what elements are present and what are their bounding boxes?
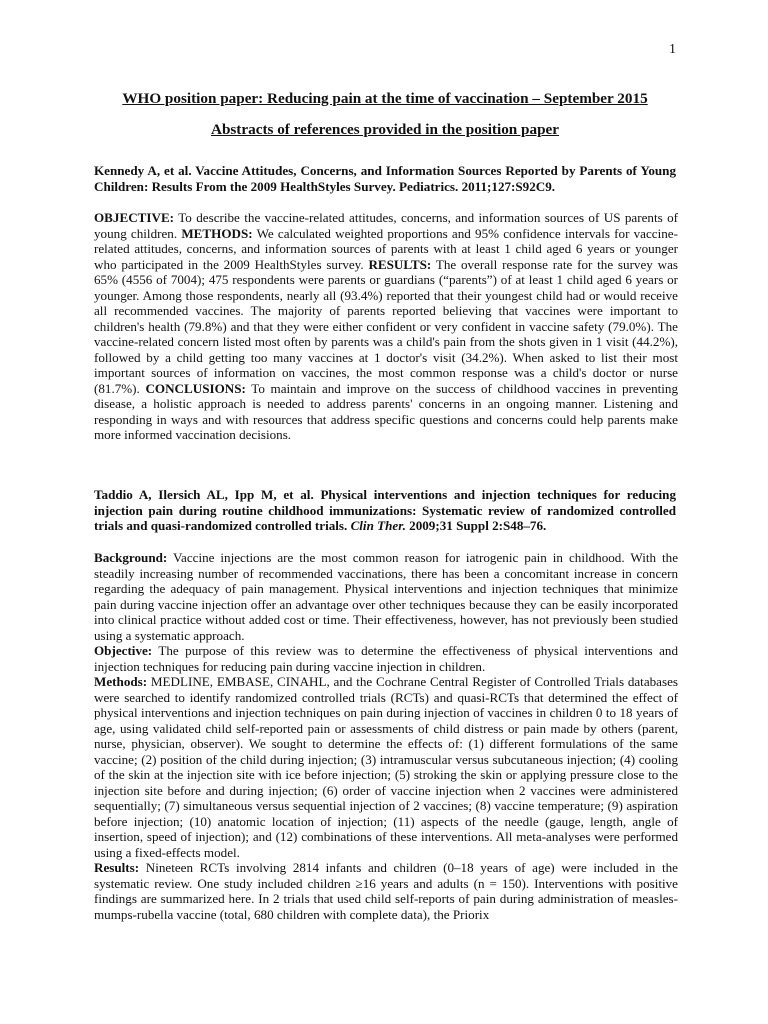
reference-2-abstract	[94, 550, 678, 922]
objective-text: To describe the vaccine-related attitudes, concerns, and information sources of US parents of young children.	[94, 210, 678, 241]
reference-1-citation: Kennedy A, et al. Vaccine Attitudes, Concerns, and Information Sources Reported by Parents of Young Children: Results From the 2009 HealthStyles Survey. Pediatrics. 2011;127:S92C9.	[94, 163, 676, 194]
methods-label: METHODS:	[181, 225, 253, 241]
journal-name: Clin Ther.	[350, 518, 406, 533]
citation-tail: 2009;31 Suppl 2:S48–76.	[405, 518, 547, 533]
objective-paragraph	[94, 643, 678, 674]
results-text: The overall response rate for the survey was 65% (4556 of 7004); 475 respondents were parents or guardians (“parents”) of at least 1 child aged 6 years or younger. Among those respondents, nearly all (93.4%) reported that their youngest child had or would receive all recommended vaccines. The majority of parents reported believing that vaccines were important to children's health (79.8%) and that they were either confident or very confident in vaccine safety (79.0%). The vaccine-related concern listed most often by parents was a child's pain from the shots given in 1 visit (44.2%), followed by a child getting too many vaccines at 1 doctor's visit (34.2%). When asked to list their most important sources of information on vaccines, the most common response was a child's doctor or nurse (81.7%).	[94, 256, 678, 396]
methods-paragraph	[94, 674, 678, 860]
background-label: Background:	[94, 550, 168, 565]
results-label: Results:	[94, 860, 140, 875]
methods-text: MEDLINE, EMBASE, CINAHL, and the Cochrane Central Register of Controlled Trials databases were searched to identify randomized controlled trials (RCTs) and quasi-RCTs that determined the effect of physical interventions and injection techniques on pain during injection of vaccines in children 0 to 18 years of age, using validated child self-reported pain or assessments of child distress or pain made by others (parent, nurse, physician, observer). We sought to determine the effects of: (1) different formulations of the same vaccine; (2) position of the child during injection; (3) intramuscular versus subcutaneous injection; (4) cooling of the skin at the injection site with ice before injection; (5) stroking the skin or applying pressure close to the injection site before and during injection; (6) order of vaccine injection when 2 vaccines were administered sequentially; (7) simultaneous versus sequential injection of 2 vaccines; (8) vaccine temperature; (9) aspiration before injection; (10) anatomic location of injection; (11) aspects of the needle (gauge, length, angle of insertion, speed of injection); and (12) combinations of these interventions. All meta-analyses were performed using a fixed-effects model.	[94, 674, 678, 860]
methods-text: We calculated weighted proportions and 95% confidence intervals for vaccine-related attitudes, concerns, and information sources of parents with at least 1 child aged 6 years or younger who participated in the 2009 HealthStyles survey.	[94, 225, 678, 272]
background-paragraph	[94, 550, 678, 643]
background-text: Vaccine injections are the most common reason for iatrogenic pain in childhood. With the steadily increasing number of recommended vaccinations, there has been a concomitant increase in concern regarding the adequacy of pain management. Physical interventions and injection techniques that minimize pain during vaccine injection offer an advantage over other techniques because they can be easily incorporated into clinical practice without added cost or time. Their effectiveness, however, has not previously been studied using a systematic approach.	[94, 550, 678, 643]
results-text: Nineteen RCTs involving 2814 infants and children (0–18 years of age) were included in the systematic review. One study included children ≥16 years and adults (n = 150). Interventions with positive findings are summarized here. In 2 trials that used child self-reports of pain during administration of measles-mumps-rubella vaccine (total, 680 children with complete data), the Priorix	[94, 860, 678, 922]
page-number: 1	[669, 42, 676, 57]
document-title: WHO position paper: Reducing pain at the time of vaccination – September 2015	[122, 90, 648, 107]
conclusions-label: CONCLUSIONS:	[145, 380, 246, 396]
results-paragraph	[94, 860, 678, 922]
reference-2-citation	[94, 487, 676, 534]
reference-1-abstract	[94, 210, 678, 443]
abstract-paragraph	[94, 210, 678, 443]
objective-text: The purpose of this review was to determine the effectiveness of physical interventions and injection techniques for reducing pain during vaccine injection in children.	[94, 643, 678, 674]
methods-label: Methods:	[94, 674, 148, 689]
results-label: RESULTS:	[368, 256, 432, 272]
objective-label: OBJECTIVE:	[94, 210, 175, 225]
objective-label: Objective:	[94, 643, 153, 658]
conclusions-text: To maintain and improve on the success of childhood vaccines in preventing disease, a holistic approach is needed to address parents' concerns in an ongoing manner. Listening and responding in ways and with resources that address specific questions and concerns could help parents make more informed vaccination decisions.	[94, 380, 679, 442]
citation-main: Taddio A, Ilersich AL, Ipp M, et al. Physical interventions and injection techniques for reducing injection pain during routine childhood immunizations: Systematic review of randomized controlled trials and quasi-randomized controlled trials.	[94, 487, 676, 533]
document-subtitle: Abstracts of references provided in the position paper	[210, 121, 560, 138]
